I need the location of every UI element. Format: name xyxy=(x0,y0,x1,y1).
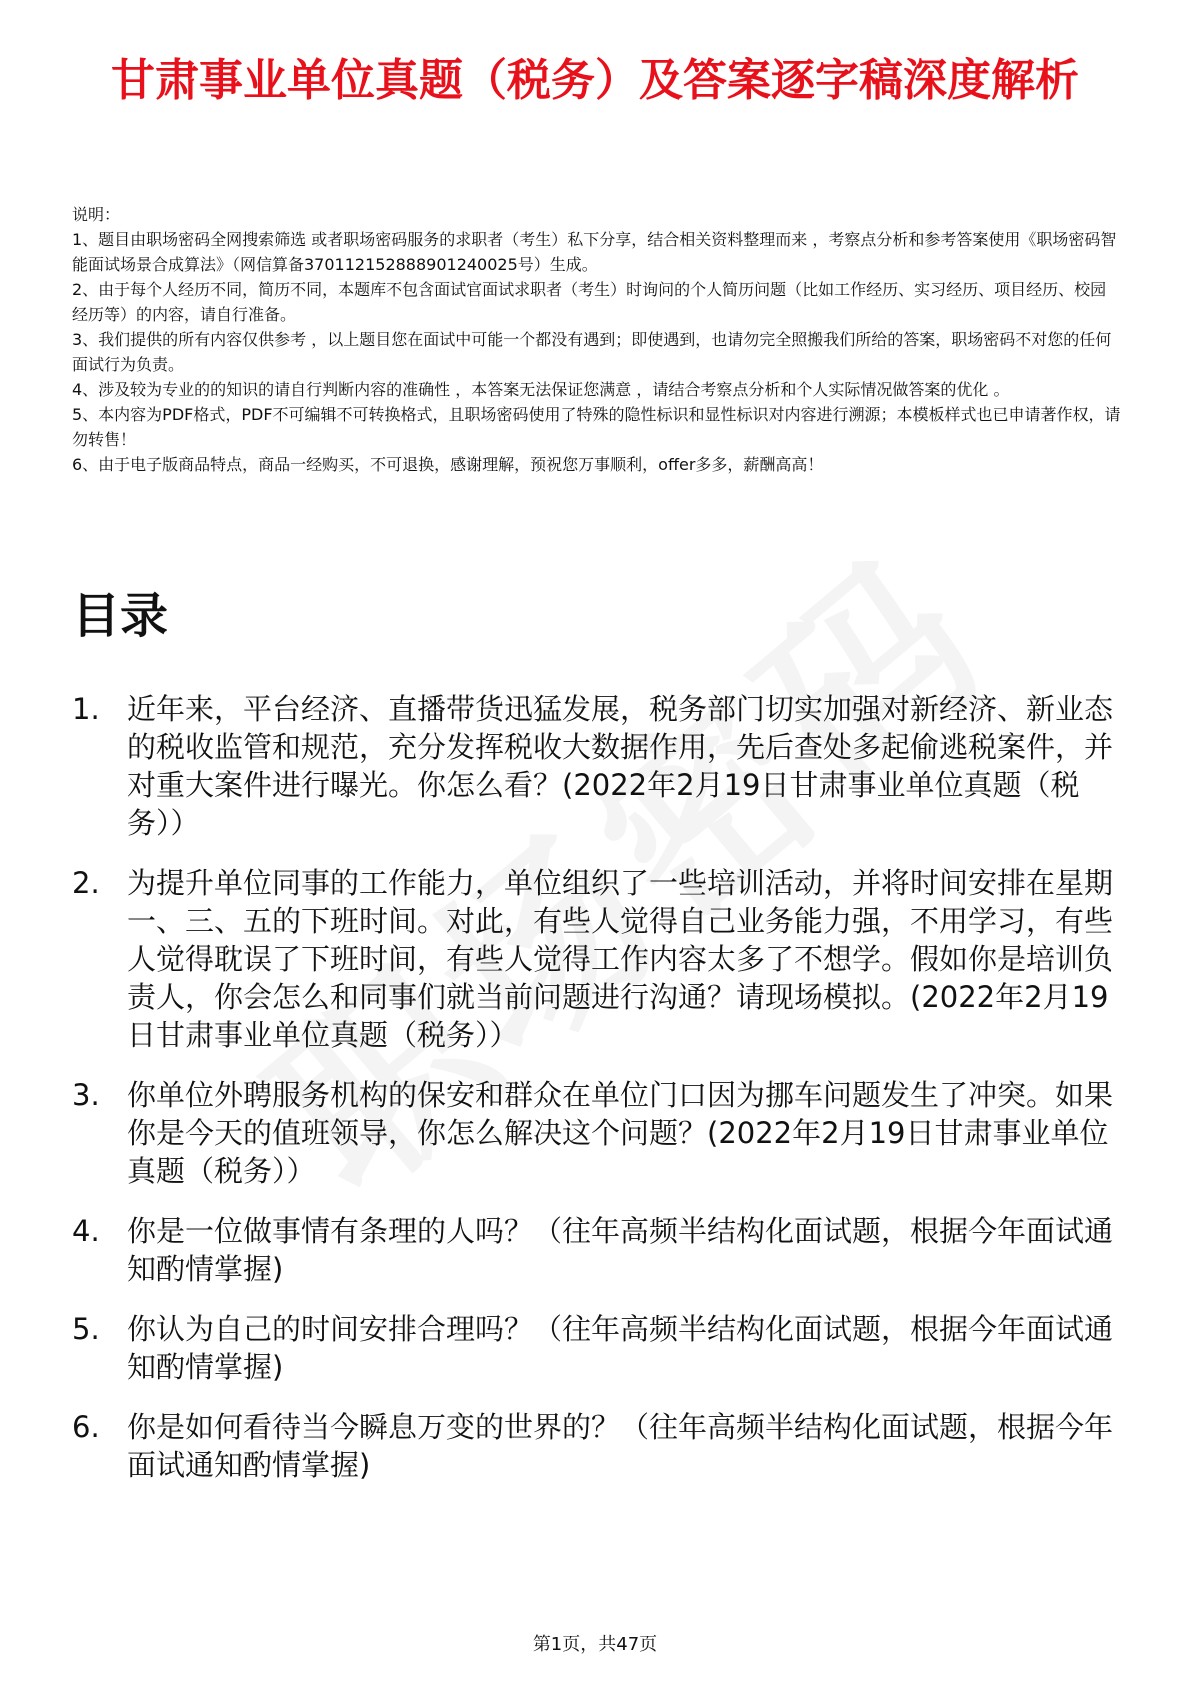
toc-item-text: 近年来，平台经济、直播带货迅猛发展，税务部门切实加强对新经济、新业态的税收监管和规范，充分发挥税收大数据作用，先后查处多起偷逃税案件，并对重大案件进行曝光。你怎么看？(2022年2月19日甘肃事业单位真题（税务）） xyxy=(127,692,1114,840)
note-item: 2、由于每个人经历不同，简历不同，本题库不包含面试官面试求职者（考生）时询问的个人简历问题（比如工作经历、实习经历、项目经历、校园经历等）的内容，请自行准备。 xyxy=(72,280,1107,324)
toc-item[interactable] xyxy=(72,1212,1122,1288)
toc-item-text: 你认为自己的时间安排合理吗？（往年高频半结构化面试题，根据今年面试通知酌情掌握) xyxy=(127,1312,1114,1384)
toc-item-text: 你是一位做事情有条理的人吗？（往年高频半结构化面试题，根据今年面试通知酌情掌握) xyxy=(127,1214,1114,1286)
toc-item[interactable] xyxy=(72,1310,1122,1386)
note-item: 6、由于电子版商品特点，商品一经购买，不可退换，感谢理解，预祝您万事顺利，offer多多，薪酬高高！ xyxy=(72,455,824,474)
toc-item-number: 1. xyxy=(72,692,100,726)
toc-list xyxy=(72,690,1122,1506)
toc-item-text: 你是如何看待当今瞬息万变的世界的？（往年高频半结构化面试题，根据今年面试通知酌情掌握) xyxy=(127,1410,1114,1482)
notes-header: 说明： xyxy=(72,205,121,224)
toc-item-number: 2. xyxy=(72,866,100,900)
note-item: 1、题目由职场密码全网搜索筛选 或者职场密码服务的求职者（考生）私下分享，结合相关资料整理而来 ，考察点分析和参考答案使用《职场密码智能面试场景合成算法》（网信算备370112152888901240025号）生成。 xyxy=(72,230,1117,274)
toc-item-number: 6. xyxy=(72,1410,100,1444)
notes-section xyxy=(72,202,1122,477)
document-title: 甘肃事业单位真题（税务）及答案逐字稿深度解析 xyxy=(111,55,1079,106)
note-item: 4、涉及较为专业的的知识的请自行判断内容的准确性 ，本答案无法保证您满意 ，请结合考察点分析和个人实际情况做答案的优化 。 xyxy=(72,380,1010,399)
toc-item[interactable] xyxy=(72,690,1122,842)
toc-item-number: 4. xyxy=(72,1214,100,1248)
toc-item-text: 为提升单位同事的工作能力，单位组织了一些培训活动，并将时间安排在星期一、三、五的下班时间。对此，有些人觉得自己业务能力强，不用学习，有些人觉得耽误了下班时间，有些人觉得工作内容太多了不想学。假如你是培训负责人，你会怎么和同事们就当前问题进行沟通？请现场模拟。(2022年2月19日甘肃事业单位真题（税务）） xyxy=(127,866,1114,1052)
note-item: 5、本内容为PDF格式，PDF不可编辑不可转换格式，且职场密码使用了特殊的隐性标识和显性标识对内容进行溯源；本模板样式也已申请著作权，请勿转售！ xyxy=(72,405,1121,449)
toc-item-text: 你单位外聘服务机构的保安和群众在单位门口因为挪车问题发生了冲突。如果你是今天的值班领导，你怎么解决这个问题？(2022年2月19日甘肃事业单位真题（税务）） xyxy=(127,1078,1114,1188)
page-footer: 第1页，共47页 xyxy=(532,1634,658,1655)
toc-heading: 目录 xyxy=(72,588,169,644)
toc-item[interactable] xyxy=(72,864,1122,1054)
toc-item[interactable] xyxy=(72,1408,1122,1484)
toc-item-number: 3. xyxy=(72,1078,100,1112)
toc-item-number: 5. xyxy=(72,1312,100,1346)
note-item: 3、我们提供的所有内容仅供参考 ，以上题目您在面试中可能一个都没有遇到；即使遇到，也请勿完全照搬我们所给的答案，职场密码不对您的任何面试行为负责。 xyxy=(72,330,1112,374)
toc-item[interactable] xyxy=(72,1076,1122,1190)
